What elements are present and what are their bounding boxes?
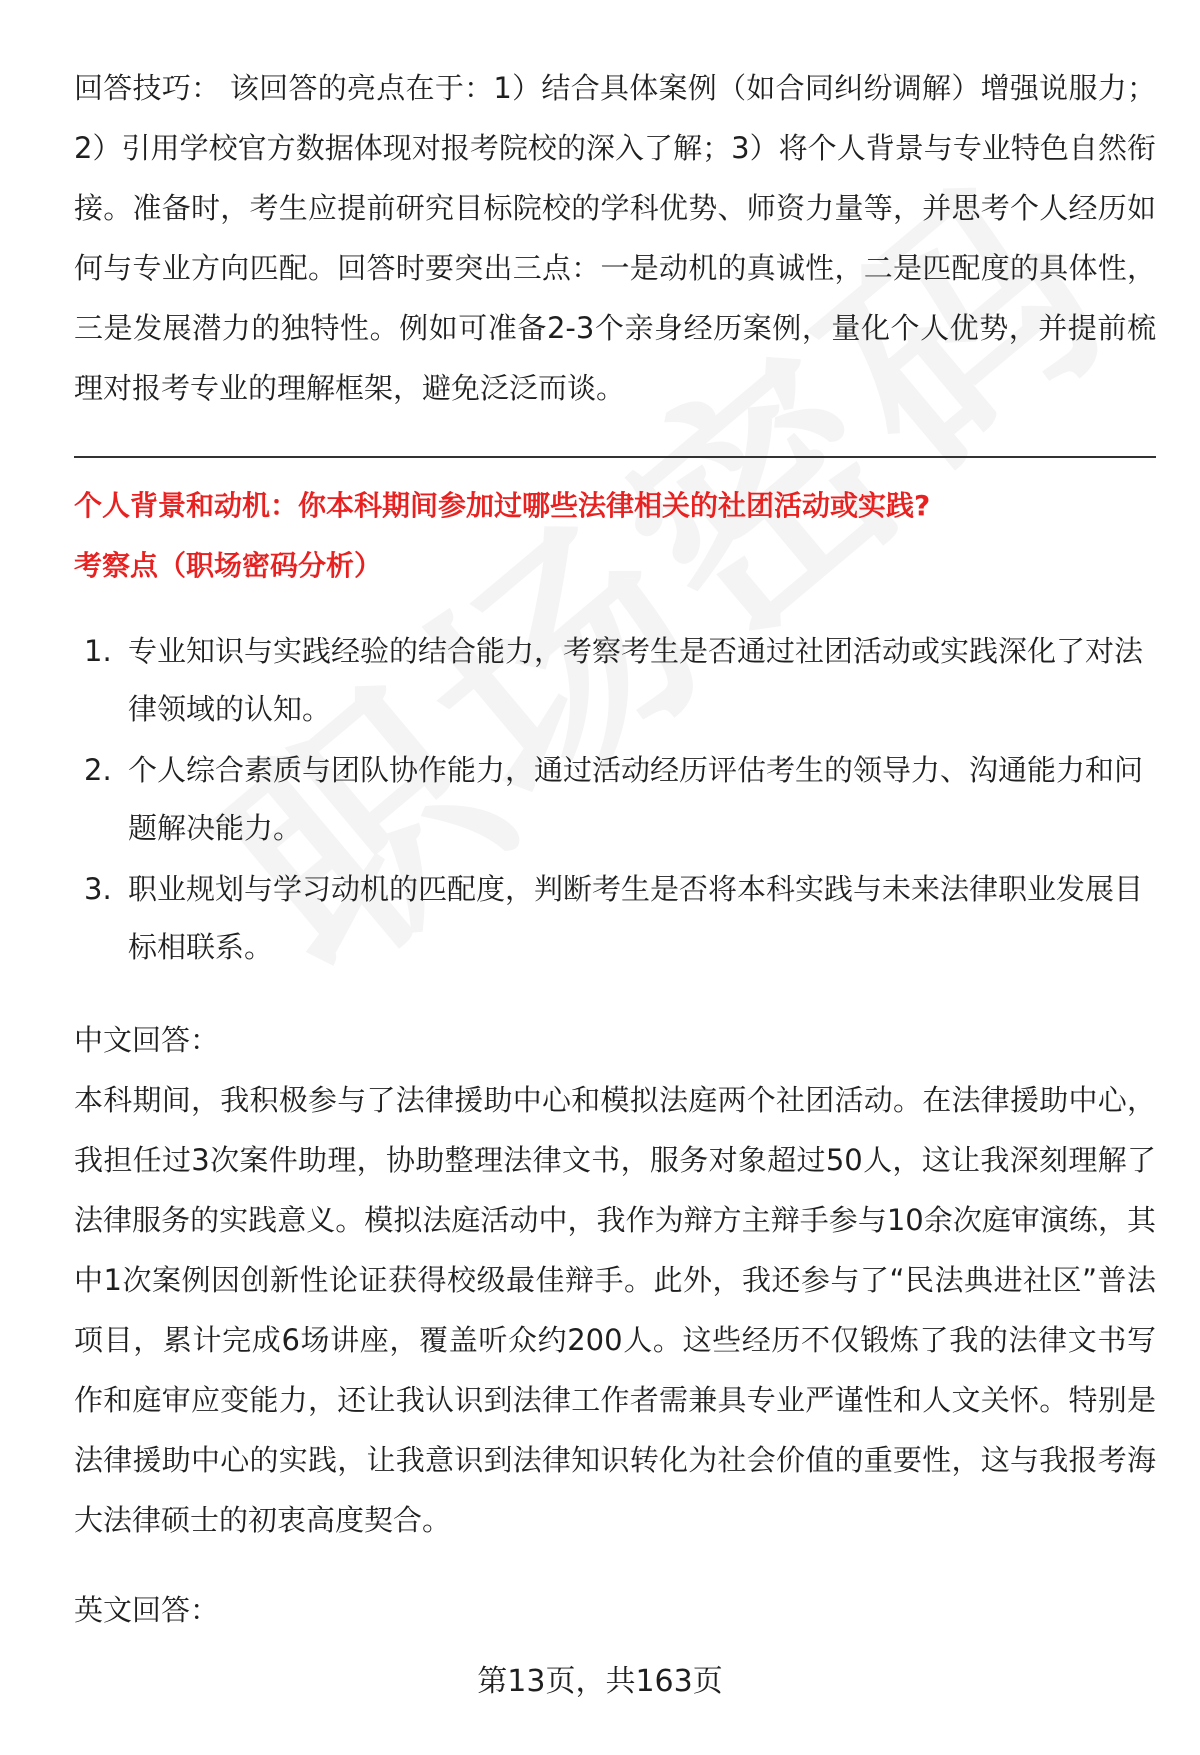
page-number-footer: 第13页，共163页 xyxy=(477,1664,723,1699)
focus-point-text: 专业知识与实践经验的结合能力，考察考生是否通过社团活动或实践深化了对法律领域的认知。 xyxy=(128,634,1144,726)
focus-point-item xyxy=(74,741,1156,857)
focus-points-list xyxy=(74,622,1156,976)
focus-points-title: 考察点（职场密码分析） xyxy=(74,549,383,582)
question-title: 个人背景和动机：你本科期间参加过哪些法律相关的社团活动或实践? xyxy=(74,489,931,522)
focus-point-item xyxy=(74,622,1156,738)
english-answer-label: 英文回答： xyxy=(74,1593,220,1627)
chinese-answer-label: 中文回答： xyxy=(74,1023,220,1057)
focus-point-text: 个人综合素质与团队协作能力，通过活动经历评估考生的领导力、沟通能力和问题解决能力。 xyxy=(128,753,1144,845)
list-number: 2. xyxy=(84,753,112,787)
focus-point-text: 职业规划与学习动机的匹配度，判断考生是否将本科实践与未来法律职业发展目标相联系。 xyxy=(128,872,1144,964)
list-number: 1. xyxy=(84,634,112,668)
answer-tips-paragraph: 回答技巧： 该回答的亮点在于：1）结合具体案例（如合同纠纷调解）增强说服力；2）引用学校官方数据体现对报考院校的深入了解；3）将个人背景与专业特色自然衔接。准备时，考生应提前研究目标院校的学科优势、师资力量等，并思考个人经历如何与专业方向匹配。回答时要突出三点：一是动机的真诚性，二是匹配度的具体性，三是发展潜力的独特性。例如可准备2-3个亲身经历案例，量化个人优势，并提前梳理对报考专业的理解框架，避免泛泛而谈。 xyxy=(74,71,1156,405)
list-number: 3. xyxy=(84,872,112,906)
focus-point-item xyxy=(74,860,1156,976)
section-divider xyxy=(74,456,1156,458)
document-page xyxy=(74,58,1156,1640)
chinese-answer-paragraph: 本科期间，我积极参与了法律援助中心和模拟法庭两个社团活动。在法律援助中心，我担任过3次案件助理，协助整理法律文书，服务对象超过50人，这让我深刻理解了法律服务的实践意义。模拟法庭活动中，我作为辩方主辩手参与10余次庭审演练，其中1次案例因创新性论证获得校级最佳辩手。此外，我还参与了“民法典进社区”普法项目，累计完成6场讲座，覆盖听众约200人。这些经历不仅锻炼了我的法律文书写作和庭审应变能力，还让我认识到法律工作者需兼具专业严谨性和人文关怀。特别是法律援助中心的实践，让我意识到法律知识转化为社会价值的重要性，这与我报考海大法律硕士的初衷高度契合。 xyxy=(74,1083,1156,1537)
